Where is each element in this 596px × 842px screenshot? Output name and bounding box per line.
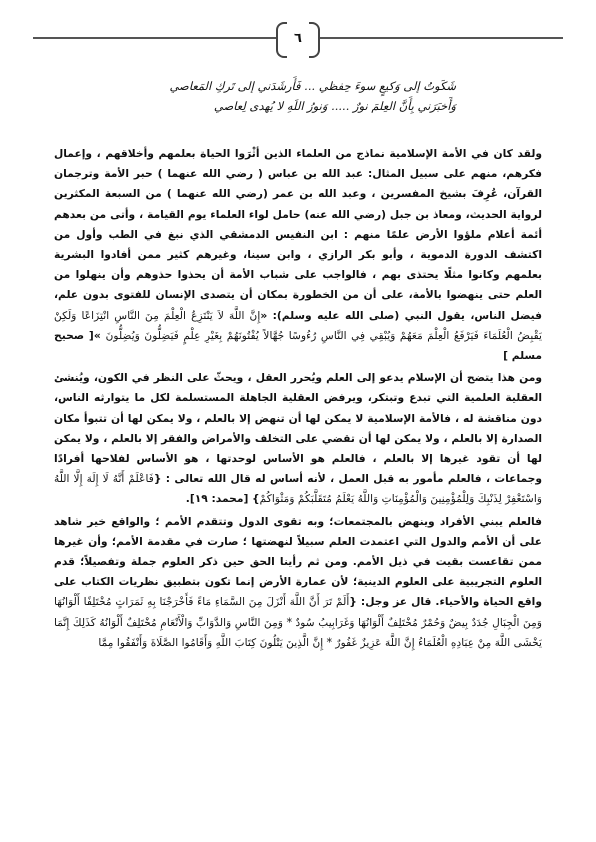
body-text (54, 144, 542, 655)
paragraph-3 (54, 512, 542, 653)
hadith-quote: إِنَّ اللَّهَ لاَ يَنْتَزِعُ الْعِلْمَ مِنَ النَّاسِ انْتِزَاعًا وَلَكِنْ يَقْبِضُ الْعُلَمَاءَ فَيَرْفَعُ الْعِلْمَ مَعَهُمْ وَيُبْقِي فِي النَّاسِ رُءُوسًا جُهَّالاً يُفْتُونَهُمْ بِغَيْرِ عِلْمٍ فَيَضِلُّونَ وَيُضِلُّونَ (54, 308, 542, 342)
poem (136, 76, 456, 116)
bracket-right (309, 22, 320, 58)
paragraph-1-text: ولقد كان في الأمة الإسلامية نماذج من العلماء الذين أثْرَوا الحياة بعلمهم وأخلاقهم ، وإعمال فكرهم، منهم على سبيل المثال: عبد الله بن عباس ( رضي الله عنهما ) حبر الأمة وترجمان القرآن، عُرِفَ بشيخ المفسرين ، وعبد الله بن عمر (رضي الله عنهما ) من السبعة المكثرين لرواية الحديث، ومعاذ بن جبل (رضي الله عنه) حامل لواء العلماء يوم القيامة ، وأتى من بعدهم أئمة أعلام ملؤوا الأرض علمًا منهم : ابن النفيس الدمشقي الذي نبغ في الطب وأول من اكتشف الدورة الدموية ، وأبو بكر الرازي ، وابن سينا، وغيرهم كثير ممن أفادوا البشرية بعلمهم وكانوا مثلًا يحتذى بهم ، فالواجب على شباب الأمة أن يحذوا حذوهم وأن ينهلوا من العلم حتى ينهضوا بالأمة، على أن من الخطورة بمكان أن يتصدى الإنسان للفتوى بدون علم، فيضل الناس، يقول النبي (صلى الله عليه وسلم): « (54, 147, 542, 322)
paragraph-1 (54, 144, 542, 366)
page-number: ٦ (294, 30, 302, 46)
verse-quote-1: فَاعْلَمْ أَنَّهُ لَا إِلَهَ إِلَّا اللَّهُ وَاسْتَغْفِرْ لِذَنْبِكَ وَلِلْمُؤْمِنِينَ وَالْمُؤْمِنَاتِ وَاللَّهُ يَعْلَمُ مُتَقَلَّبَكُمْ وَمَثْوَاكُمْ (54, 472, 542, 506)
paragraph-2-text: ومن هذا يتضح أن الإسلام يدعو إلى العلم ويُحرر العقل ، ويحثّ على النظر في الكون، ويُنشئ العقلية العلمية التي تبدع وتبتكر، ويرفض العقلية الجاهلة المستسلمة لكل ما يتوارثه الناس، دون مناقشة له ، فالأمة الإسلامية لا يمكن لها أن تنهض إلا بالعلم ، ولا يمكن لها أن تتبوأ مكان الصدارة إلا بالعلم ، ولا يمكن لها أن تقضي على التخلف والأمراض والفقر إلا بالعلم ، ولا يمكن لها أن تقود غيرها إلا بالعلم ، فالعلم هو الأساس لوحدتها ، هو الأساس لفلاحها أفرادًا وجماعات ، فالعلم مأمور به قبل العمل ، لأنه أساس له قال الله تعالى : { (54, 371, 542, 486)
poem-line-2: وَأَخبَرَني بِأَنَّ العِلمَ نورٌ ..... وَنورُ اللَهِ لا يُهدى لِعاصي (213, 99, 456, 113)
bracket-left (276, 22, 287, 58)
paragraph-2 (54, 368, 542, 509)
hadith-citation: »[ صحيح مسلم ] (54, 328, 542, 363)
poem-line-1: شَكَوتُ إلى وَكيعٍ سوءَ حِفظي ... فَأَرشَدَني إلى تَركِ المَعاصي (169, 79, 456, 93)
verse-quote-2: أَلَمْ تَرَ أَنَّ اللَّهَ أَنْزَلَ مِنَ السَّمَاءِ مَاءً فَأَخْرَجْنَا بِهِ ثَمَرَاتٍ مُخْتَلِفًا أَلْوَانُهَا وَمِنَ الْجِبَالِ جُدَدٌ بِيضٌ وَحُمْرٌ مُخْتَلِفٌ أَلْوَانُهَا وَغَرَابِيبُ سُودٌ * وَمِنَ النَّاسِ وَالدَّوَابِّ وَالْأَنْعَامِ مُخْتَلِفٌ أَلْوَانُهُ كَذَلِكَ إِنَّمَا يَخْشَى اللَّهَ مِنْ عِبَادِهِ الْعُلَمَاءُ إِنَّ اللَّهَ عَزِيزٌ غَفُورٌ * إِنَّ الَّذِينَ يَتْلُونَ كِتَابَ اللَّهِ وَأَقَامُوا الصَّلَاةَ وَأَنْفَقُوا مِمَّا (54, 595, 542, 649)
header-rule-left (33, 37, 278, 39)
paragraph-3-text: فالعلم يبني الأفراد وينهض بالمجتمعات؛ وبه تقوى الدول وتتقدم الأمم ؛ والواقع خير شاهد على أن الأمم والدول التي اعتمدت العلم سبيلاً لنهضتها ؛ صارت في مقدمة الأمم؛ وأن غيرها ممن تقاعست بقيت في ذيل الأمم. ومن ثم رأينا الحق حين ذكر العلوم جملة وتفصيلاً؛ قدم العلوم التجريبية على العلوم الدينية؛ لأن عمارة الأرض إنما تكون بتطبيق نظريات الكتاب على واقع الحياة والأحياء. قال عز وجل: { (54, 514, 542, 609)
page-number-frame (276, 22, 320, 54)
header-rule-right (318, 37, 563, 39)
verse-citation-1: } [محمد: ١٩]. (185, 492, 260, 506)
